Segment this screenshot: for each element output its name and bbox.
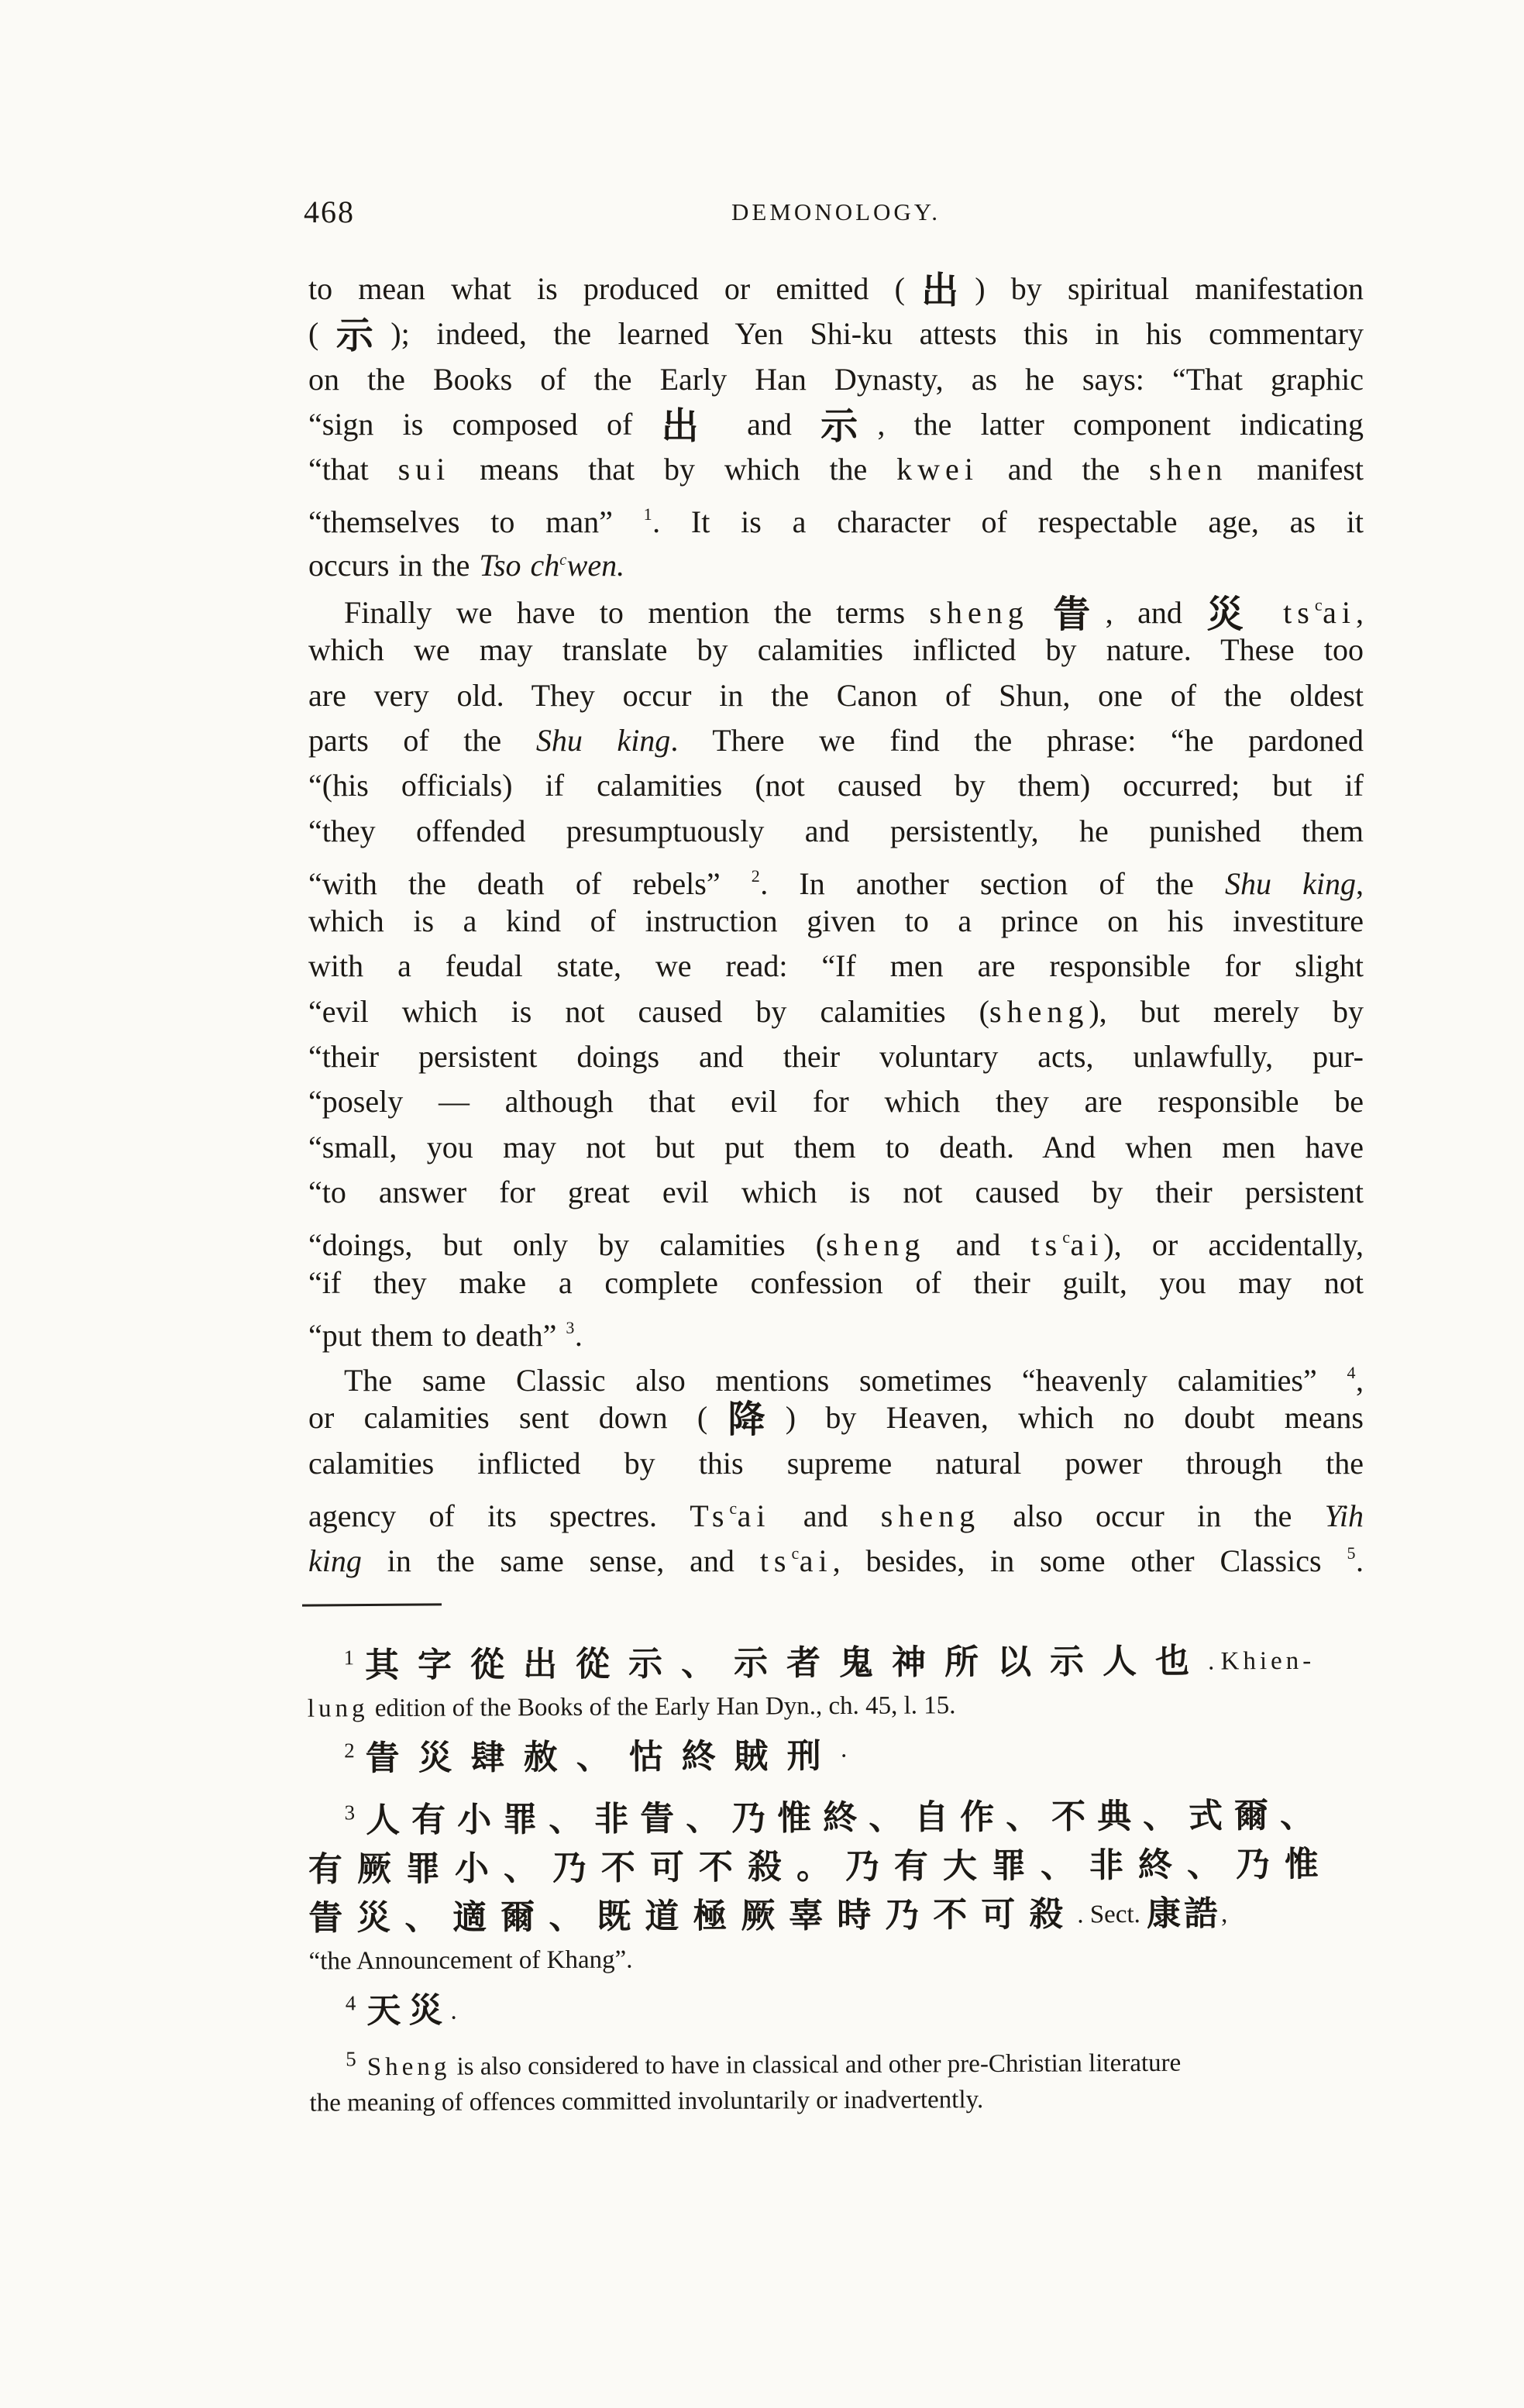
text-run: Shu king [1224, 865, 1356, 901]
body-line: are very old. They occur in the Canon of Shun, one of the oldest [308, 677, 1364, 713]
body-line: parts of the Shu king. There we find the phrase: “he pardoned [308, 722, 1364, 758]
text-run: . [1207, 1647, 1221, 1676]
body-line: to mean what is produced or emitted (出) by spiritual manifestation [308, 269, 1364, 312]
text-run: ai [737, 1498, 771, 1534]
superscript-mark: 5 [346, 2047, 356, 2071]
footnote-line [307, 1628, 1376, 1691]
footnote-line [308, 1721, 1377, 1784]
text-run: Shu king [535, 722, 671, 758]
superscript-mark: 4 [345, 1991, 356, 2015]
text-run: sheng [826, 1227, 926, 1263]
body-line: (示); indeed, the learned Yen Shi-ku attests this in his commentary [308, 314, 1364, 358]
chinese-characters: 災 [1206, 593, 1259, 637]
footnotes [307, 1628, 1378, 2121]
superscript-mark: 3 [566, 1317, 575, 1337]
superscript-mark: c [729, 1498, 738, 1519]
body-line: which we may translate by calamities inflicted by nature. These too [308, 632, 1364, 668]
superscript-mark: 5 [1347, 1543, 1356, 1563]
text-run: king [308, 1543, 362, 1579]
running-title: DEMONOLOGY. [731, 198, 941, 225]
body-line: calamities inflicted by this supreme natural power through the [308, 1445, 1364, 1481]
chinese-characters: 天災 [366, 1990, 451, 2031]
body-line: or calamities sent down (降) by Heaven, which no doubt means [308, 1398, 1364, 1442]
text-run: ts [1030, 1227, 1063, 1263]
body-line: on the Books of the Early Han Dynasty, as he says: “That graphic [308, 361, 1364, 397]
text-run: Yih [1324, 1498, 1364, 1534]
text-run: ts [759, 1543, 792, 1579]
superscript-mark: 2 [751, 865, 761, 886]
chinese-characters: 人有小罪、非眚、乃惟終、自作、不典、式爾、 [365, 1795, 1326, 1841]
text-run: Ts [690, 1498, 730, 1534]
body-line: occurs in the Tso $ch^cwen$. [308, 547, 625, 583]
body-line: “small, you may not but put them to death. And when men have [308, 1129, 1364, 1164]
superscript-mark: c [791, 1543, 800, 1563]
text-run: · [839, 1742, 848, 1771]
body-line: “if they make a complete confession of their guilt, you may not [308, 1264, 1364, 1300]
chinese-characters: 示 [820, 404, 878, 448]
body-line: “sign is composed of 出 and 示, the latter component indicating [308, 404, 1364, 448]
body-line: agency of its spectres. Ts$^c$ai and sheng also occur in the Yih [308, 1498, 1364, 1534]
superscript-mark: c [1062, 1227, 1071, 1247]
text-run: is also considered to have in classical and other pre-Christian literature [450, 2049, 1182, 2081]
superscript-mark: 2 [344, 1739, 355, 1763]
body-line: which is a kind of instruction given to a prince on his investiture [308, 903, 1364, 939]
superscript-mark: 1 [643, 504, 653, 525]
chinese-characters: 康誥 [1146, 1894, 1222, 1934]
footnote-line: “the Announcement of Khang”. [308, 1945, 633, 1976]
chinese-characters: 眚災、適爾、既道極厥辜時乃不可殺 [308, 1894, 1078, 1938]
text-run: ts [1283, 595, 1315, 631]
body-line: “to answer for great evil which is not caused by their persistent [308, 1174, 1364, 1209]
body-line: “evil which is not caused by calamities (sheng), but merely by [308, 993, 1364, 1029]
text-run: ai [799, 1543, 833, 1579]
footnote-line [308, 1685, 1377, 1726]
chinese-characters: 出 [904, 269, 975, 312]
body-line: Finally we have to mention the terms sheng 眚, and 災 $ts^cai$, [344, 593, 1364, 637]
footnote-line [309, 1973, 1378, 2036]
body-line: “doings, but only by calamities (sheng and $ts^cai$), or accidentally, [308, 1227, 1364, 1263]
text-run: sheng [929, 595, 1029, 631]
body-line: “their persistent doings and their voluntary acts, unlawfully, pur- [308, 1039, 1364, 1075]
footnote-line [309, 2035, 1378, 2085]
body-text [308, 267, 1364, 1577]
body-line: “(his officials) if calamities (not caused by them) occurred; but if [308, 768, 1364, 803]
body-line: “posely — although that evil for which they are responsible be [308, 1084, 1364, 1120]
body-line: “that sui means that by which the kwei and the shen manifest [308, 452, 1364, 487]
superscript-mark: c [559, 551, 567, 569]
footnote-line [308, 1885, 1378, 1943]
body-line: king in the same sense, and $ts^cai$, besides, in some other Classics $^5$. [308, 1543, 1364, 1579]
chinese-characters: 降 [707, 1398, 786, 1442]
body-line: “put them to death” $^3$. [308, 1317, 583, 1353]
running-header [304, 194, 1364, 232]
text-run: ai [1323, 595, 1356, 631]
text-run: sheng [880, 1498, 981, 1534]
text-run: Tso ch [479, 547, 560, 583]
text-run: ai [1070, 1227, 1104, 1263]
superscript-mark: 1 [343, 1646, 355, 1670]
chinese-characters: 眚災肆赦、怙終賊刑 [365, 1736, 840, 1779]
superscript-mark: 3 [344, 1801, 356, 1825]
text-run: kwei [896, 452, 979, 487]
chinese-characters: 有厥罪小、乃不可不殺。乃有大罪、非終、乃惟 [308, 1844, 1334, 1890]
page-number: 468 [304, 194, 355, 229]
body-line: The same Classic also mentions sometimes “heavenly calamities” $^4$, [344, 1363, 1364, 1398]
text-run: edition of the Books of the Early Han Dyn., ch. 45, l. 15. [368, 1691, 956, 1723]
body-line: “themselves to man” $^1$. It is a character of respectable age, as it [308, 504, 1364, 540]
footnote-line: the meaning of offences committed involuntarily or inadvertently. [309, 2086, 984, 2117]
text-run: sheng [989, 993, 1089, 1029]
superscript-mark: c [1314, 595, 1323, 615]
footnote-line [308, 1836, 1378, 1890]
text-run: wen. [566, 547, 625, 583]
chinese-characters: 眚 [1053, 593, 1106, 637]
body-line: with a feudal state, we read: “If men are responsible for slight [308, 948, 1364, 984]
text-run: . Sect. [1077, 1900, 1147, 1929]
superscript-mark: 4 [1347, 1363, 1356, 1383]
text-run: Sheng [366, 2052, 451, 2082]
body-line: “they offended presumptuously and persistently, he punished them [308, 813, 1364, 848]
text-run: shen [1149, 452, 1228, 487]
text-run: , [1221, 1900, 1228, 1928]
text-run: lung [307, 1694, 369, 1723]
text-run: . [450, 1997, 457, 2025]
chinese-characters: 出 [661, 404, 718, 448]
footnote-separator-rule [302, 1603, 442, 1606]
chinese-characters: 示 [318, 314, 391, 358]
body-line: “with the death of rebels” $^2$. In another section of the Shu king, [308, 865, 1364, 901]
text-run: sui [397, 452, 451, 487]
footnote-line [308, 1783, 1377, 1842]
chinese-characters: 其字從出從示、示者鬼神所以示人也 [364, 1641, 1209, 1686]
text-run: Khien- [1220, 1646, 1316, 1676]
